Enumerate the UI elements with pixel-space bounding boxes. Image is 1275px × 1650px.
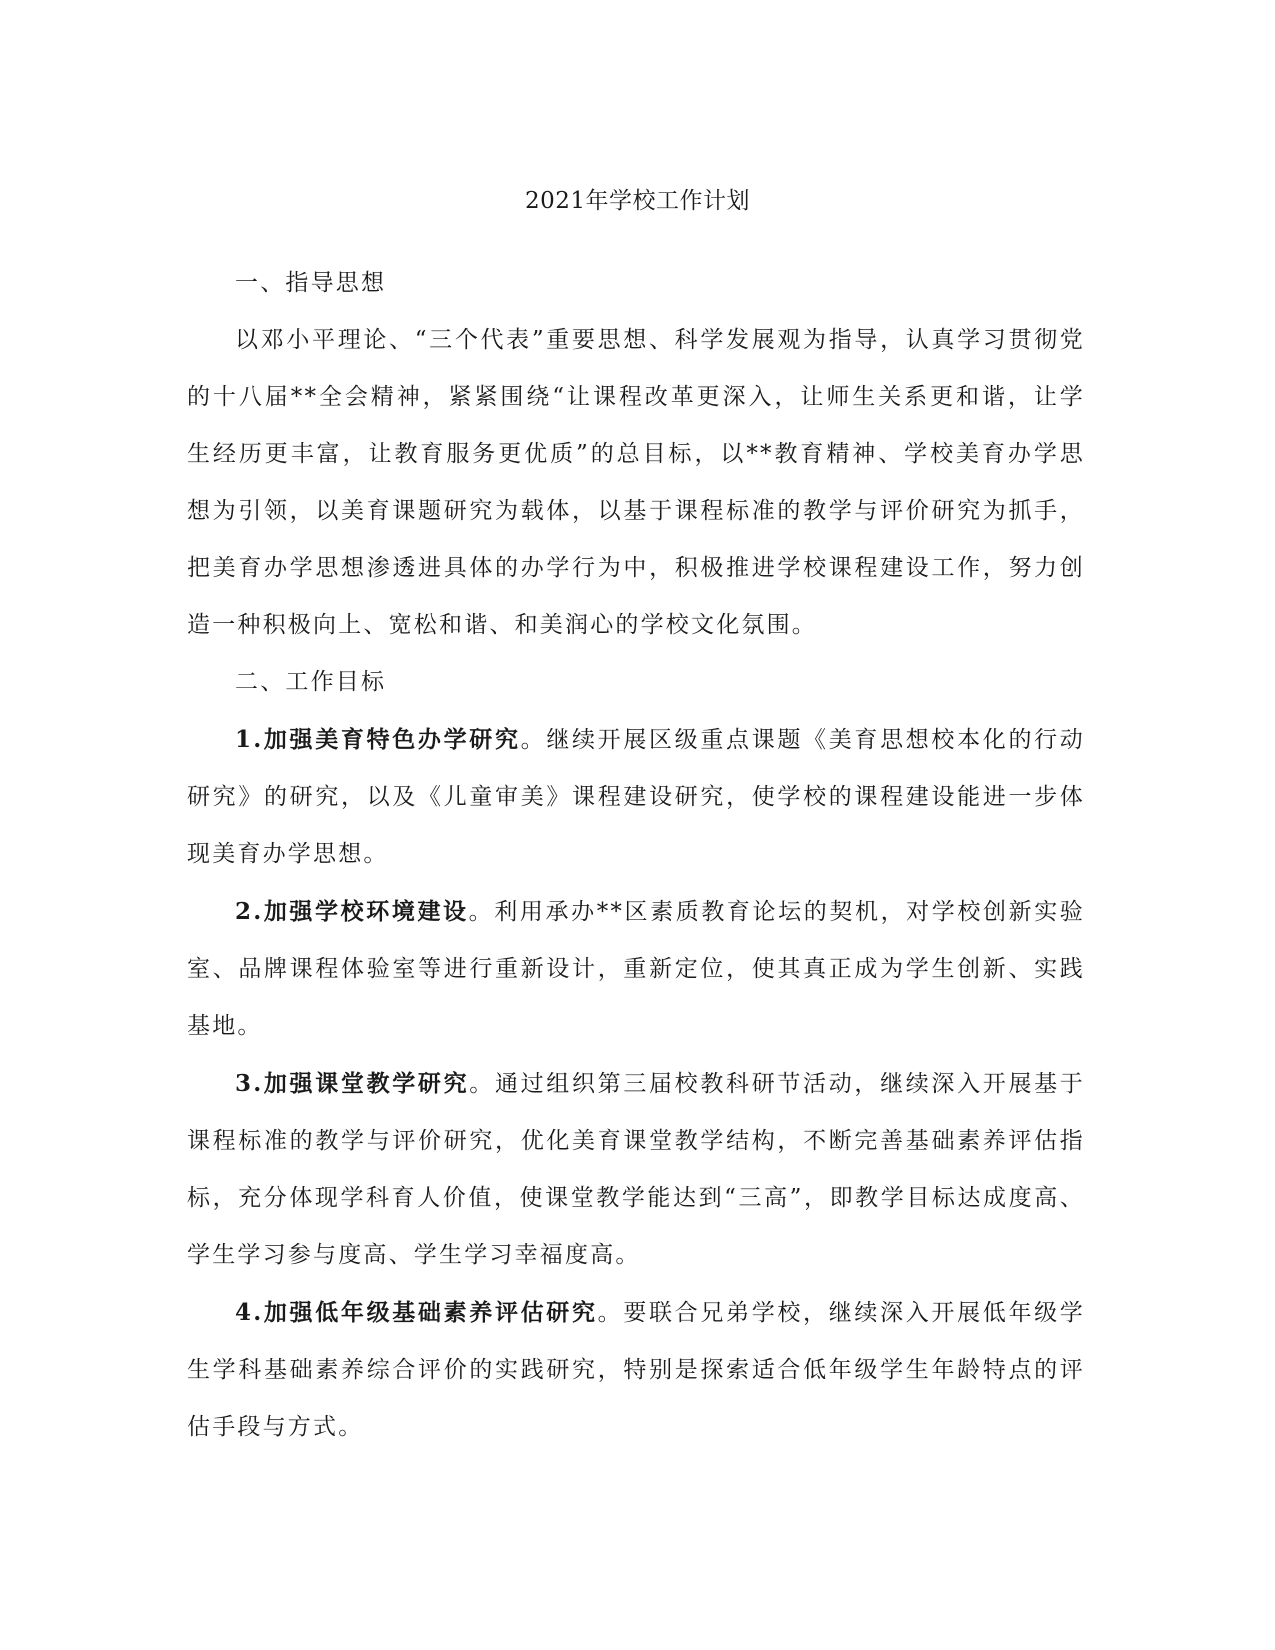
goal-item-lead: 2.加强学校环境建设 [235, 898, 469, 925]
goal-item-text: 。通过组织第三届校教科研节活动，继续深入开展基于课程标准的教学与评价研究，优化美育课堂教学结构，不断完善基础素养评估指标，充分体现学科育人价值，使课堂教学能达到“三高”，即教学目标达成度高、学生学习参与度高、学生学习幸福度高。 [187, 1071, 1085, 1268]
section-heading-work-goals: 二、工作目标 [235, 669, 387, 695]
goal-item-text: 。继续开展区级重点课题《美育思想校本化的行动研究》的研究，以及《儿童审美》课程建设研究，使学校的课程建设能进一步体现美育办学思想。 [187, 727, 1085, 867]
goal-item-text: 。利用承办**区素质教育论坛的契机，对学校创新实验室、品牌课程体验室等进行重新设计，重新定位，使其真正成为学生创新、实践基地。 [187, 899, 1086, 1039]
goal-item-3 [187, 1055, 1085, 1284]
document-title: 2021年学校工作计划 [524, 188, 751, 214]
goal-item-lead: 3.加强课堂教学研究 [235, 1070, 470, 1097]
section-heading-guiding-ideology: 一、指导思想 [235, 270, 387, 296]
goal-item-lead: 1.加强美育特色办学研究 [235, 726, 521, 753]
goal-item-1 [187, 711, 1085, 883]
goal-item-4 [187, 1284, 1085, 1456]
goal-item-2 [187, 883, 1085, 1055]
goal-item-text: 。要联合兄弟学校，继续深入开展低年级学生学科基础素养综合评价的实践研究，特别是探索适合低年级学生年龄特点的评估手段与方式。 [187, 1300, 1085, 1440]
paragraph-guiding-ideology: 以邓小平理论、“三个代表”重要思想、科学发展观为指导，认真学习贯彻党的十八届**全会精神，紧紧围绕“让课程改革更深入，让师生关系更和谐，让学生经历更丰富，让教育服务更优质”的总目标，以**教育精神、学校美育办学思想为引领，以美育课题研究为载体，以基于课程标准的教学与评价研究为抓手，把美育办学思想渗透进具体的办学行为中，积极推进学校课程建设工作，努力创造一种积极向上、宽松和谐、和美润心的学校文化氛围。 [187, 327, 1085, 638]
goal-item-lead: 4.加强低年级基础素养评估研究 [235, 1299, 598, 1326]
document-body [187, 255, 1085, 1456]
